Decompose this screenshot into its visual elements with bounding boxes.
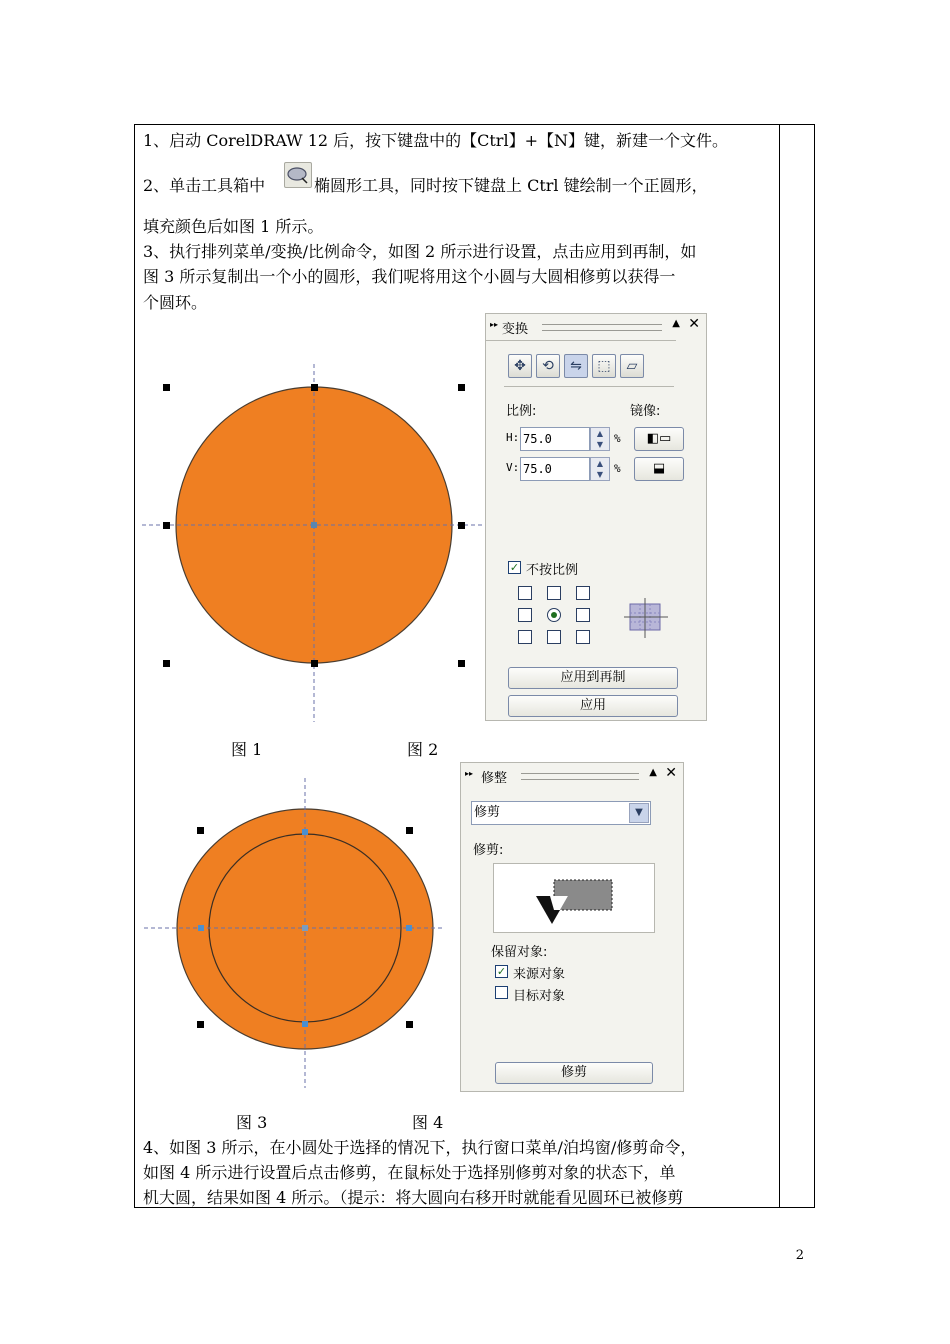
- figure-1-caption: 图 1: [231, 740, 263, 759]
- step-3-text-b: 图 3 所示复制出一个小的圆形，我们呢将用这个小圆与大圆相修剪以获得一: [143, 267, 676, 286]
- close-icon[interactable]: ✕: [688, 316, 700, 332]
- anchor-top-center[interactable]: [547, 586, 561, 600]
- h-spinner[interactable]: ▲ ▼: [590, 427, 610, 451]
- keep-objects-label: 保留对象:: [491, 945, 548, 960]
- anchor-center[interactable]: [547, 608, 561, 622]
- position-tool-icon[interactable]: ✥: [508, 354, 532, 378]
- trim-section-label: 修剪:: [473, 843, 504, 858]
- page-number: 2: [795, 1248, 804, 1263]
- shaping-docker-titlebar: [461, 763, 683, 789]
- mirror-horizontal-icon: ◧▭: [646, 431, 672, 446]
- anchor-bottom-center[interactable]: [547, 630, 561, 644]
- apply-button[interactable]: 应用: [508, 695, 678, 717]
- h-scale-input[interactable]: 75.0: [520, 427, 590, 451]
- step-4-text-a: 4、如图 3 所示，在小圆处于选择的情况下，执行窗口菜单/泊坞窗/修剪命令，: [143, 1138, 697, 1157]
- v-label: V:: [506, 461, 520, 474]
- grip-icon: ▸▸: [465, 769, 474, 778]
- scale-label: 比例:: [506, 404, 537, 419]
- anchor-bottom-left[interactable]: [518, 630, 532, 644]
- shaping-title: 修整: [481, 771, 508, 786]
- target-object-checkbox[interactable]: [495, 986, 508, 999]
- ellipse-tool-icon: [284, 162, 312, 188]
- title-grip-lines: [542, 324, 662, 331]
- figure-2-caption: 图 2: [407, 740, 439, 759]
- collapse-arrow-icon[interactable]: ▲: [672, 318, 680, 329]
- trim-button[interactable]: 修剪: [495, 1062, 653, 1084]
- target-object-label: 目标对象: [513, 989, 566, 1004]
- transform-docker-titlebar: [486, 314, 706, 340]
- step-4-text-c: 机大圆，结果如图 4 所示。（提示：将大圆向右移开时就能看见圆环已被修剪: [143, 1188, 684, 1207]
- shaping-mode-select[interactable]: 修剪: [471, 801, 651, 825]
- nonproportional-checkbox[interactable]: ✓: [509, 561, 520, 574]
- transform-docker: [485, 313, 707, 721]
- figure-4-caption: 图 4: [412, 1113, 444, 1132]
- anchor-top-left[interactable]: [518, 586, 532, 600]
- h-percent: %: [614, 432, 621, 445]
- size-tool-icon[interactable]: ⬚: [592, 354, 616, 378]
- mirror-label: 镜像:: [630, 404, 661, 419]
- step-3-text-a: 3、执行排列菜单/变换/比例命令，如图 2 所示进行设置，点击应用到再制，如: [143, 242, 697, 261]
- v-spinner[interactable]: ▲ ▼: [590, 457, 610, 481]
- step-2-text-b: 椭圆形工具，同时按下键盘上 Ctrl 键绘制一个正圆形，: [314, 176, 708, 195]
- figure-3-circles: [140, 776, 450, 1091]
- anchor-bottom-right[interactable]: [576, 630, 590, 644]
- step-4-text-b: 如图 4 所示进行设置后点击修剪，在鼠标处于选择别修剪对象的状态下，单: [143, 1163, 676, 1182]
- table-column-divider: [779, 124, 780, 1208]
- v-scale-input[interactable]: 75.0: [520, 457, 590, 481]
- mirror-vertical-button[interactable]: [634, 457, 684, 481]
- trim-preview-icon: [493, 863, 655, 933]
- scale-mirror-tool-icon[interactable]: ⇋: [564, 354, 588, 378]
- source-object-label: 来源对象: [513, 967, 566, 982]
- step-1-text: 1、启动 CorelDRAW 12 后，按下键盘中的【Ctrl】+【N】键，新建一个文件。: [143, 131, 728, 150]
- step-2-text-a: 2、单击工具箱中: [143, 176, 266, 195]
- scale-preview-icon: [622, 598, 670, 638]
- rotate-tool-icon[interactable]: ⟲: [536, 354, 560, 378]
- figure-3-caption: 图 3: [236, 1113, 268, 1132]
- transform-title: 变换: [502, 322, 529, 337]
- figure-1-circle: [140, 360, 490, 725]
- mirror-horizontal-button[interactable]: [634, 427, 684, 451]
- nonproportional-label: 不按比例: [526, 563, 579, 578]
- grip-icon: ▸▸: [490, 320, 499, 329]
- title-grip-lines: [521, 773, 639, 780]
- h-label: H:: [506, 431, 520, 444]
- step-2-text-c: 填充颜色后如图 1 所示。: [143, 217, 324, 236]
- v-percent: %: [614, 462, 621, 475]
- source-object-checkbox[interactable]: ✓: [496, 965, 507, 978]
- anchor-middle-left[interactable]: [518, 608, 532, 622]
- apply-to-duplicate-button[interactable]: 应用到再制: [508, 667, 678, 689]
- anchor-top-right[interactable]: [576, 586, 590, 600]
- shaping-docker: [460, 762, 684, 1092]
- skew-tool-icon[interactable]: ▱: [620, 354, 644, 378]
- close-icon[interactable]: ✕: [665, 765, 677, 781]
- collapse-arrow-icon[interactable]: ▲: [649, 767, 657, 778]
- anchor-middle-right[interactable]: [576, 608, 590, 622]
- step-3-text-c: 个圆环。: [143, 293, 208, 312]
- chevron-down-icon[interactable]: ▼: [629, 803, 649, 823]
- mirror-vertical-icon: ⬓: [652, 461, 666, 476]
